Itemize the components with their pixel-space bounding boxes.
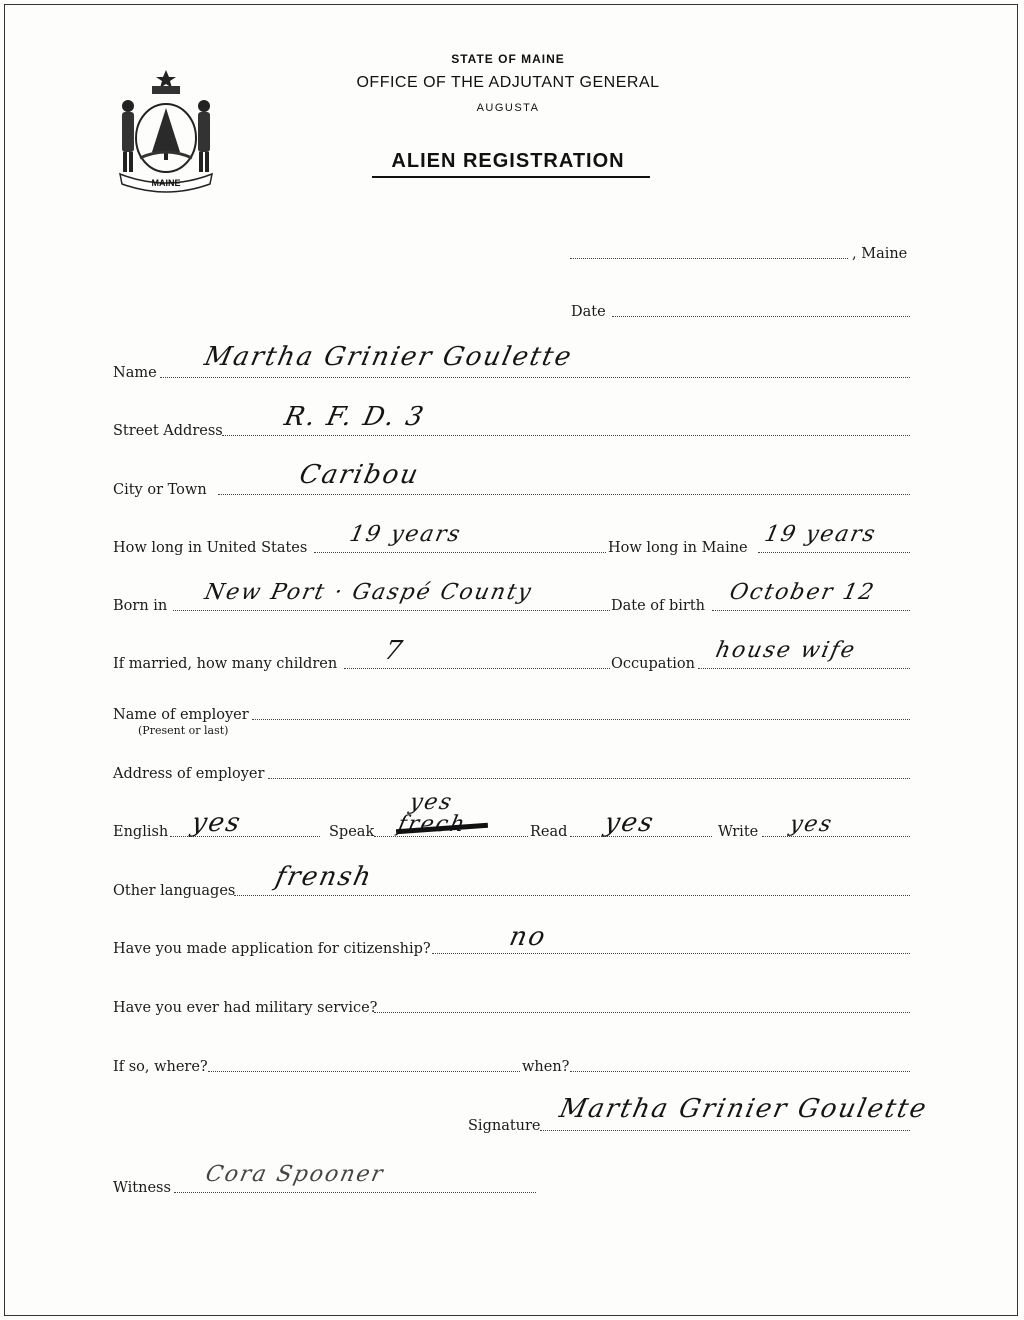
citizenship-label: Have you made application for citizenship? xyxy=(113,941,431,957)
citizenship-field[interactable] xyxy=(432,953,910,954)
how-long-us-label: How long in United States xyxy=(113,540,308,556)
speak-label: Speak xyxy=(329,824,375,840)
born-in-value: New Port · Gaspé County xyxy=(202,580,536,605)
when-label: when? xyxy=(522,1059,570,1075)
occupation-label: Occupation xyxy=(611,656,695,672)
other-languages-label: Other languages xyxy=(113,883,236,899)
city-value: Caribou xyxy=(296,460,423,490)
occupation-field[interactable] xyxy=(698,668,910,669)
where-field[interactable] xyxy=(208,1071,520,1072)
street-label: Street Address xyxy=(113,423,223,439)
street-field[interactable] xyxy=(222,435,910,436)
name-field[interactable] xyxy=(160,377,910,378)
english-value: yes xyxy=(188,808,245,838)
header-state: STATE OF MAINE xyxy=(451,52,565,66)
children-field[interactable] xyxy=(344,668,610,669)
form-title: ALIEN REGISTRATION xyxy=(391,150,625,172)
employer-label: Name of employer xyxy=(113,707,249,723)
write-value: yes xyxy=(787,812,836,837)
employer-address-field[interactable] xyxy=(268,778,910,779)
children-value: 7 xyxy=(381,636,407,666)
english-label: English xyxy=(113,824,169,840)
occupation-value: house wife xyxy=(713,638,859,663)
other-languages-value: frensh xyxy=(272,862,376,892)
read-label: Read xyxy=(530,824,568,840)
city-label: City or Town xyxy=(113,482,207,498)
military-field[interactable] xyxy=(374,1012,910,1013)
speak-struck-value: frech xyxy=(395,812,469,837)
how-long-maine-value: 19 years xyxy=(762,522,880,547)
read-value: yes xyxy=(601,808,658,838)
maine-label: , Maine xyxy=(852,246,908,262)
when-field[interactable] xyxy=(570,1071,910,1072)
witness-field[interactable] xyxy=(174,1192,536,1193)
name-value: Martha Grinier Goulette xyxy=(201,342,576,372)
date-field[interactable] xyxy=(612,316,910,317)
date-label: Date xyxy=(571,304,606,320)
header-city: AUGUSTA xyxy=(476,102,540,114)
town-field[interactable] xyxy=(570,258,848,259)
other-languages-field[interactable] xyxy=(234,895,910,896)
citizenship-value: no xyxy=(506,922,550,952)
how-long-maine-field[interactable] xyxy=(758,552,910,553)
employer-note: (Present or last) xyxy=(138,724,229,737)
city-field[interactable] xyxy=(218,494,910,495)
speak-value: yes xyxy=(407,790,456,815)
how-long-us-value: 19 years xyxy=(347,522,465,547)
title-underline xyxy=(372,176,650,178)
signature-label: Signature xyxy=(468,1118,541,1134)
date-of-birth-field[interactable] xyxy=(712,610,910,611)
employer-field[interactable] xyxy=(252,719,910,720)
military-label: Have you ever had military service? xyxy=(113,1000,378,1016)
how-long-us-field[interactable] xyxy=(314,552,606,553)
born-in-field[interactable] xyxy=(173,610,610,611)
seal-banner: MAINE xyxy=(151,178,181,188)
witness-value: Cora Spooner xyxy=(203,1162,387,1187)
signature-field[interactable] xyxy=(540,1130,910,1131)
street-value: R. F. D. 3 xyxy=(281,402,428,432)
born-in-label: Born in xyxy=(113,598,168,614)
header-office: OFFICE OF THE ADJUTANT GENERAL xyxy=(356,74,660,91)
date-of-birth-label: Date of birth xyxy=(611,598,706,614)
write-label: Write xyxy=(718,824,759,840)
where-label: If so, where? xyxy=(113,1059,208,1075)
how-long-maine-label: How long in Maine xyxy=(608,540,748,556)
children-label: If married, how many children xyxy=(113,656,338,672)
name-label: Name xyxy=(113,365,157,381)
date-of-birth-value: October 12 xyxy=(727,580,878,605)
employer-address-label: Address of employer xyxy=(113,766,265,782)
write-field[interactable] xyxy=(762,836,910,837)
signature-value: Martha Grinier Goulette xyxy=(556,1094,931,1124)
witness-label: Witness xyxy=(113,1180,171,1196)
